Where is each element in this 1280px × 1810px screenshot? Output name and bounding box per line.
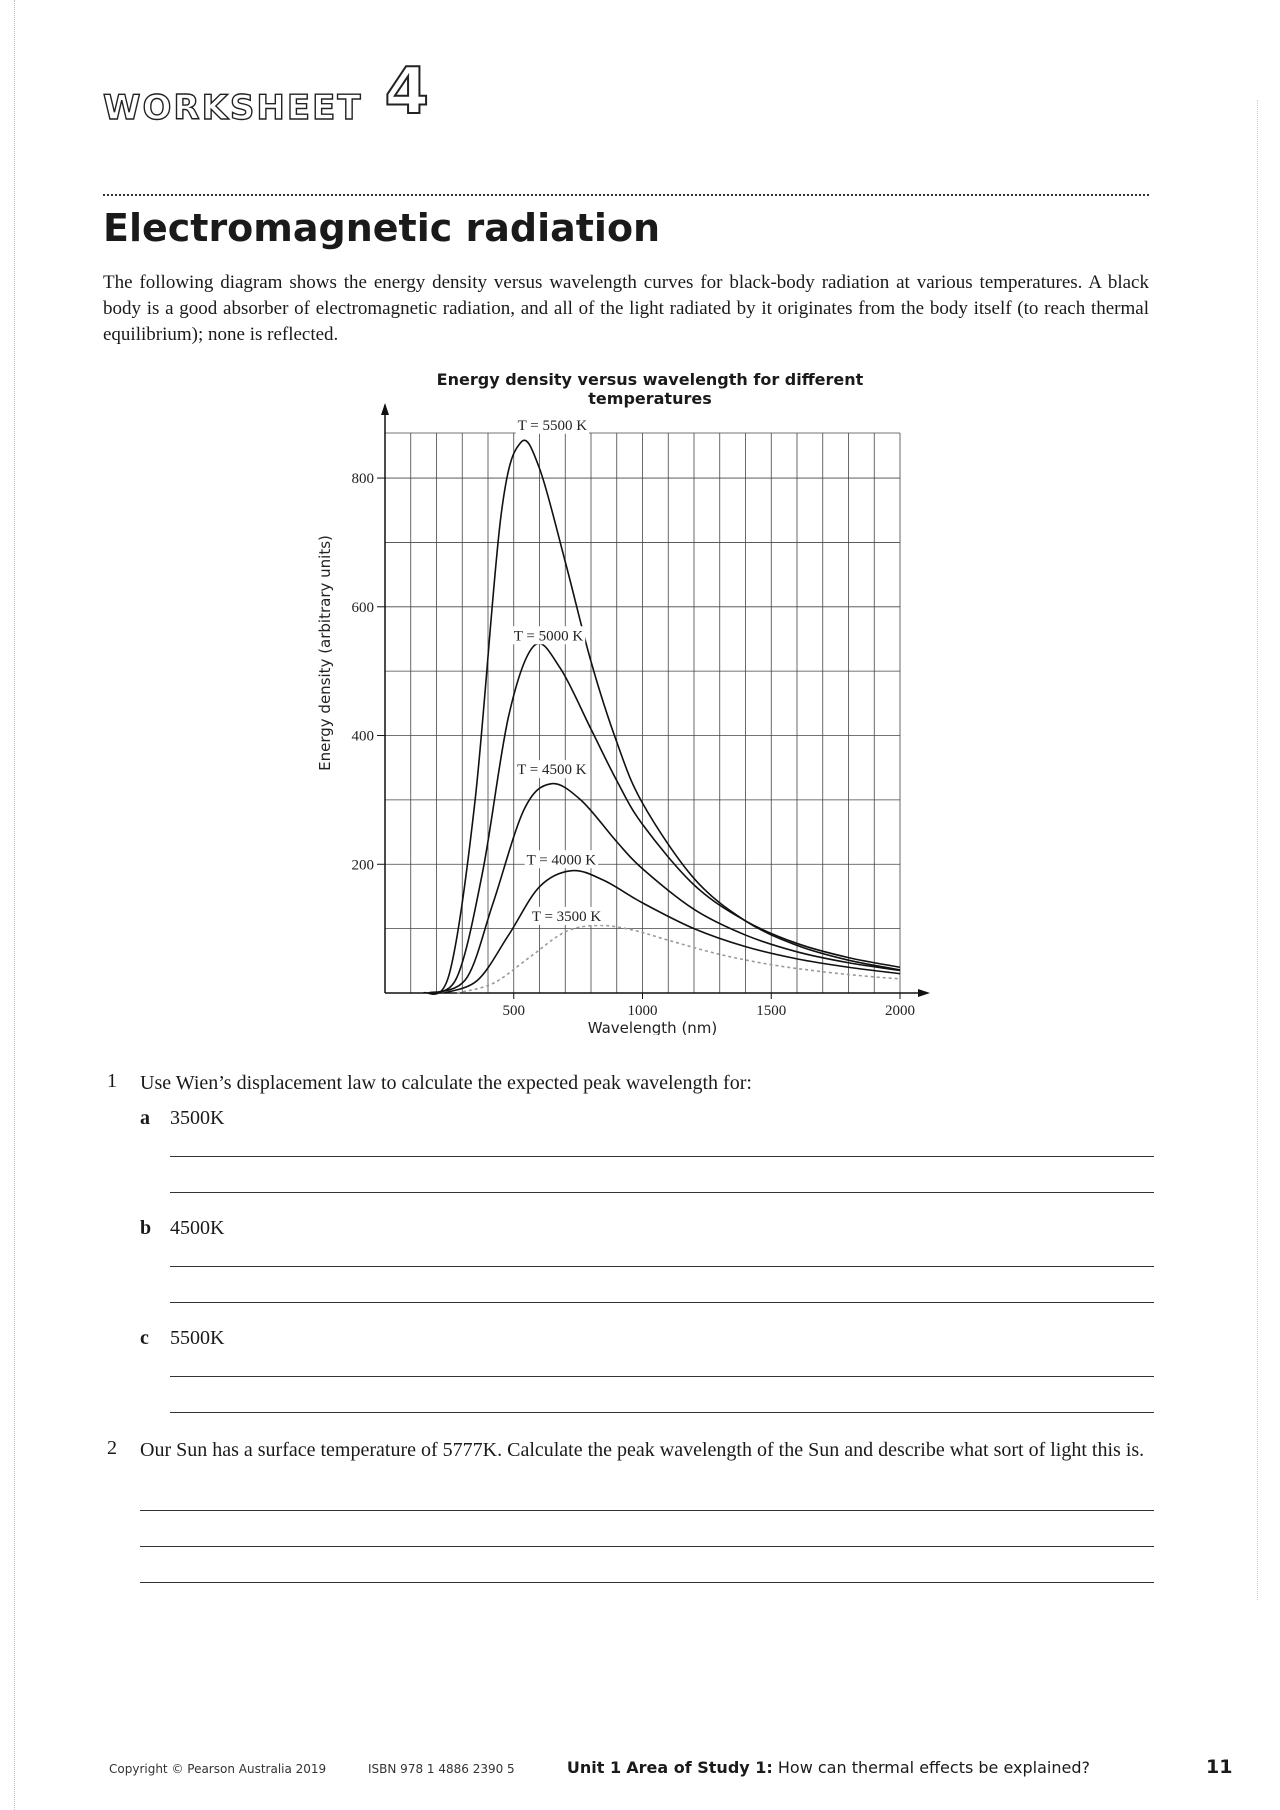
question-2-number: 2 — [107, 1437, 117, 1459]
scan-edge-right — [1256, 100, 1258, 1600]
page-number: 11 — [1206, 1756, 1233, 1778]
x-axis-arrow — [918, 989, 930, 997]
answer-line-2-3[interactable] — [140, 1582, 1154, 1583]
answer-line-1a-2[interactable] — [170, 1192, 1154, 1193]
curve-5000k — [429, 643, 900, 993]
answer-line-2-1[interactable] — [140, 1510, 1154, 1511]
worksheet-banner — [103, 55, 430, 129]
footer-area-question: How can thermal effects be explained? — [777, 1758, 1090, 1777]
curve-label-5500k: T = 5500 K — [517, 417, 588, 434]
worksheet-label: WORKSHEET — [103, 88, 363, 128]
answer-line-2-2[interactable] — [140, 1546, 1154, 1547]
answer-line-1c-1[interactable] — [170, 1376, 1154, 1377]
footer-unit-info — [567, 1758, 1090, 1777]
y-axis-label: Energy density (arbitrary units) — [316, 535, 334, 771]
chart-axes — [316, 403, 930, 1035]
curve-label-5000k: T = 5000 K — [513, 628, 584, 645]
footer-area: Area of Study 1: — [626, 1758, 773, 1777]
chart-labels — [512, 416, 603, 925]
page-title: Electromagnetic radiation — [103, 206, 661, 250]
y-tick-label: 600 — [351, 599, 374, 616]
question-1c-text: 5500K — [170, 1327, 225, 1349]
x-axis-label: Wavelength (nm) — [587, 1019, 718, 1035]
answer-line-1b-1[interactable] — [170, 1266, 1154, 1267]
footer-isbn: ISBN 978 1 4886 2390 5 — [368, 1762, 515, 1776]
question-1-text: Use Wien’s displacement law to calculate the expected peak wavelength for: — [140, 1072, 752, 1094]
curve-label-4000k: T = 4000 K — [526, 852, 597, 869]
question-1a-letter: a — [140, 1107, 150, 1129]
x-tick-label: 1500 — [756, 1003, 787, 1019]
question-1b-letter: b — [140, 1217, 152, 1239]
question-1b-text: 4500K — [170, 1217, 225, 1239]
curve-label-3500k: T = 3500 K — [531, 908, 602, 925]
dotted-divider — [103, 194, 1149, 196]
x-tick-label: 1000 — [627, 1003, 658, 1019]
intro-paragraph: The following diagram shows the energy density versus wavelength curves for black-body radiation at various temperatures. A black body is a good absorber of electromagnetic radiation, and all of the light radiated by it originates from the body itself (to reach thermal equilibrium); none is reflected. — [103, 272, 1149, 345]
answer-line-1b-2[interactable] — [170, 1302, 1154, 1303]
answer-line-1a-1[interactable] — [170, 1156, 1154, 1157]
curve-label-4500k: T = 4500 K — [517, 762, 587, 779]
curve-5500k — [424, 440, 900, 994]
chart-curves — [424, 440, 900, 994]
worksheet-number: 4 — [384, 55, 430, 129]
footer-copyright: Copyright © Pearson Australia 2019 — [109, 1762, 327, 1776]
scan-edge — [0, 0, 15, 1810]
question-1-number: 1 — [107, 1070, 117, 1092]
y-axis-arrow — [381, 403, 389, 415]
answer-line-1c-2[interactable] — [170, 1412, 1154, 1413]
curve-4000k — [444, 871, 900, 993]
blackbody-chart — [300, 395, 960, 1035]
footer-unit: Unit 1 — [566, 1758, 622, 1777]
chart-grid — [385, 433, 900, 993]
question-1a-text: 3500K — [170, 1107, 225, 1129]
chart-title: Energy density versus wavelength for different temperatures — [436, 370, 864, 408]
x-tick-label: 2000 — [885, 1003, 915, 1019]
question-2-text: Our Sun has a surface temperature of 5777K. Calculate the peak wavelength of the Sun and describe what sort of light this is. — [140, 1439, 1145, 1461]
question-1c-letter: c — [140, 1327, 149, 1349]
y-tick-label: 200 — [351, 857, 374, 874]
x-tick-label: 500 — [502, 1003, 525, 1019]
y-tick-label: 800 — [351, 471, 374, 488]
y-tick-label: 400 — [351, 728, 374, 745]
